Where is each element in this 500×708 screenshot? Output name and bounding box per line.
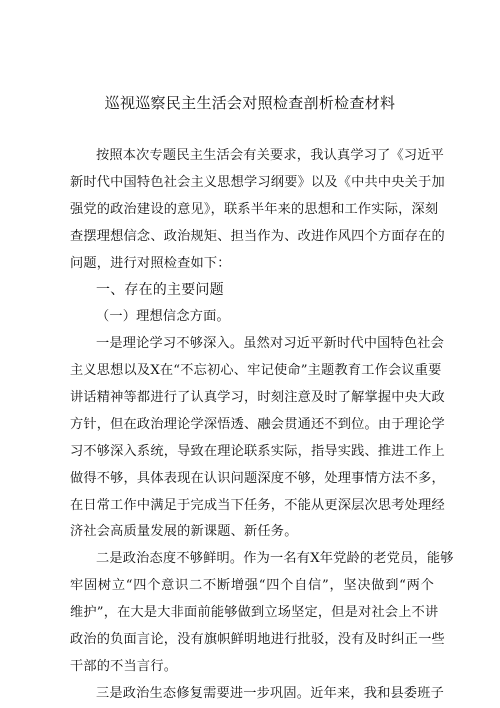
section-heading: 一、存在的主要问题 [96, 282, 224, 299]
intro-line: 强党的政治建设的意见》，联系半年来的思想和工作实际，深刻 [70, 201, 439, 217]
paragraph-line: 方针，但在政治理论学深悟透、融会贯通还不到位。由于理论学 [70, 416, 445, 432]
intro-line: 查摆理想信念、政治规矩、担当作为、改进作风四个方面存在的 [70, 228, 445, 244]
paragraph-line: 政治的负面言论，没有旗帜鲜明地进行批驳，没有及时纠正一些 [70, 632, 445, 648]
paragraph-line: 做得不够，具体表现在认识问题深度不够，处理事情方法不多， [70, 470, 445, 486]
document-title: 巡视巡察民主生活会对照检查剖析检查材料 [104, 94, 396, 112]
paragraph-line: 二是政治态度不够鲜明。作为一名有X年党龄的老党员，能够 [96, 551, 454, 567]
paragraph-line: 在日常工作中满足于完成当下任务，不能从更深层次思考处理经 [70, 497, 445, 513]
paragraph-line: 一是理论学习不够深入。虽然对习近平新时代中国特色社会 [96, 336, 445, 352]
paragraph-line: 三是政治生态修复需要进一步巩固。近年来，我和县委班子 [96, 685, 445, 701]
document-body [70, 143, 454, 708]
paragraph-line: 习不够深入系统，导致在理论联系实际，指导实践、推进工作上 [70, 443, 445, 459]
intro-line: 按照本次专题民主生活会有关要求，我认真学习了《习近平 [96, 148, 445, 163]
paragraph-line: 讲话精神等都进行了认真学习，时刻注意及时了解掌握中央大政 [70, 390, 445, 406]
paragraph-line: 牢固树立“四个意识二不断增强“四个自信”，坚决做到“两个 [70, 578, 434, 594]
paragraph-line: 济社会高质量发展的新课题、新任务。 [70, 524, 298, 540]
intro-line: 新时代中国特色社会主义思想学习纲要》以及《中共中央关于加 [70, 174, 445, 190]
paragraph-line: 主义思想以及X在“不忘初心、牢记使命”主题教育工作会议重要 [70, 363, 442, 379]
intro-line: 问题，进行对照检查如下： [70, 255, 231, 271]
paragraph-line: 干部的不当言行。 [70, 658, 178, 674]
subsection-heading: （一）理想信念方面。 [96, 309, 230, 325]
paragraph-line: 维护”，在大是大非面前能够做到立场坚定，但是对社会上不讲 [70, 605, 439, 621]
